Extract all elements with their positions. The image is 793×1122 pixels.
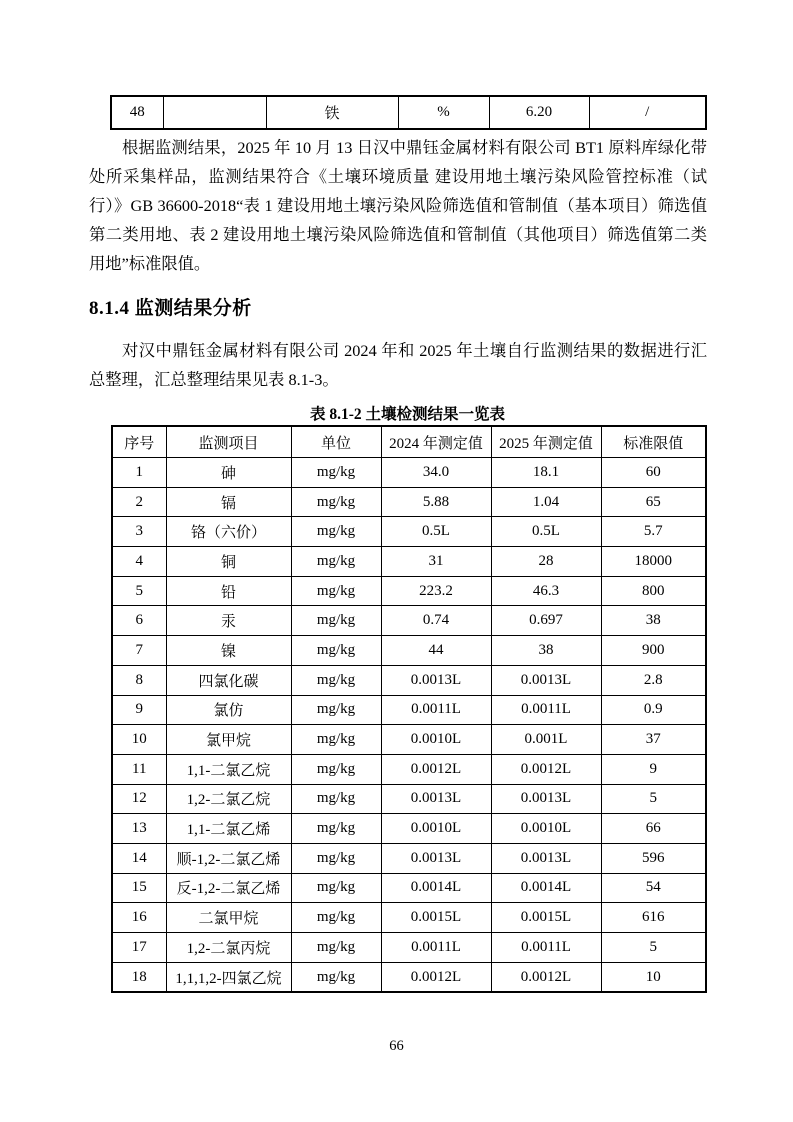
table-cell: 14 [112, 843, 166, 873]
table-header-row [112, 426, 706, 458]
table-cell: 5 [601, 784, 706, 814]
table-cell: 9 [601, 754, 706, 784]
table-cell: 223.2 [381, 576, 491, 606]
table-row [112, 933, 706, 963]
table-cell: 4 [112, 547, 166, 577]
table-cell: 13 [112, 814, 166, 844]
table-cell: mg/kg [291, 576, 381, 606]
table-cell: mg/kg [291, 636, 381, 666]
table-cell: mg/kg [291, 814, 381, 844]
table-row [112, 517, 706, 547]
table-cell: 氯仿 [166, 695, 291, 725]
results-table [111, 425, 707, 993]
table-cell: 2 [112, 487, 166, 517]
table-cell: 5 [601, 933, 706, 963]
table-cell: 596 [601, 843, 706, 873]
table-cell: mg/kg [291, 725, 381, 755]
table-cell: 铅 [166, 576, 291, 606]
table-cell: 0.0013L [491, 665, 601, 695]
table-row [112, 754, 706, 784]
table-cell: 砷 [166, 458, 291, 488]
table-cell: 1.04 [491, 487, 601, 517]
table-cell: 氯甲烷 [166, 725, 291, 755]
table-cell: 0.0012L [381, 962, 491, 992]
table-cell: 5.88 [381, 487, 491, 517]
table-cell: 镍 [166, 636, 291, 666]
table-cell: 7 [112, 636, 166, 666]
table-cell: mg/kg [291, 754, 381, 784]
continuation-table-row [111, 96, 706, 129]
table-row [112, 458, 706, 488]
table-row [112, 487, 706, 517]
paragraph-analysis-summary: 对汉中鼎钰金属材料有限公司 2024 年和 2025 年土壤自行监测结果的数据进行汇总整理，汇总整理结果见表 8.1-3。 [89, 341, 707, 389]
table-cell: mg/kg [291, 843, 381, 873]
column-header: 序号 [112, 426, 166, 458]
table-cell: 800 [601, 576, 706, 606]
table-cell: 16 [112, 903, 166, 933]
table-cell: 1,2-二氯丙烷 [166, 933, 291, 963]
table-cell: 37 [601, 725, 706, 755]
table-cell: 616 [601, 903, 706, 933]
continuation-table [110, 95, 707, 130]
table-cell: 1,2-二氯乙烷 [166, 784, 291, 814]
table-cell: 48 [111, 96, 163, 129]
table-cell: 顺-1,2-二氯乙烯 [166, 843, 291, 873]
table-cell [163, 96, 266, 129]
table-cell: 0.5L [491, 517, 601, 547]
table-cell: mg/kg [291, 487, 381, 517]
table-cell: mg/kg [291, 517, 381, 547]
table-row [112, 843, 706, 873]
table-cell: 9 [112, 695, 166, 725]
table-cell: 18000 [601, 547, 706, 577]
table-cell: 66 [601, 814, 706, 844]
table-cell: 0.0013L [381, 843, 491, 873]
table-cell: 二氯甲烷 [166, 903, 291, 933]
table-cell: 46.3 [491, 576, 601, 606]
table-cell: 1,1-二氯乙烯 [166, 814, 291, 844]
table-cell: 15 [112, 873, 166, 903]
table-cell: 0.0011L [381, 933, 491, 963]
table-cell: 0.0010L [381, 725, 491, 755]
table-cell: mg/kg [291, 962, 381, 992]
table-cell: 28 [491, 547, 601, 577]
table-cell: 65 [601, 487, 706, 517]
table-cell: 0.0012L [491, 962, 601, 992]
table-cell: 0.5L [381, 517, 491, 547]
table-cell: 铁 [266, 96, 398, 129]
table-cell: mg/kg [291, 873, 381, 903]
column-header: 监测项目 [166, 426, 291, 458]
table-cell: 0.0013L [381, 784, 491, 814]
table-cell: 0.0012L [491, 754, 601, 784]
table-cell: 镉 [166, 487, 291, 517]
table-cell: mg/kg [291, 903, 381, 933]
table-cell: 汞 [166, 606, 291, 636]
table-cell: 四氯化碳 [166, 665, 291, 695]
table-cell: 3 [112, 517, 166, 547]
table-cell: 0.0015L [381, 903, 491, 933]
table-cell: 5 [112, 576, 166, 606]
column-header: 单位 [291, 426, 381, 458]
table-cell: % [398, 96, 489, 129]
table-cell: mg/kg [291, 606, 381, 636]
table-cell: 10 [112, 725, 166, 755]
table-cell: 0.0013L [381, 665, 491, 695]
table-cell: 60 [601, 458, 706, 488]
table-row [112, 576, 706, 606]
column-header: 2025 年测定值 [491, 426, 601, 458]
table-cell: 2.8 [601, 665, 706, 695]
table-cell: 0.001L [491, 725, 601, 755]
table-cell: 反-1,2-二氯乙烯 [166, 873, 291, 903]
table-cell: 5.7 [601, 517, 706, 547]
table-cell: 0.697 [491, 606, 601, 636]
table-cell: 0.74 [381, 606, 491, 636]
table-cell: 0.0014L [491, 873, 601, 903]
table-row [112, 814, 706, 844]
table-cell: 900 [601, 636, 706, 666]
table-cell: 31 [381, 547, 491, 577]
table-cell: 0.0010L [491, 814, 601, 844]
page-number: 66 [389, 1038, 404, 1054]
table-cell: 6 [112, 606, 166, 636]
column-header: 标准限值 [601, 426, 706, 458]
table-row [112, 903, 706, 933]
table-cell: 0.9 [601, 695, 706, 725]
table-cell: 18 [112, 962, 166, 992]
table-row [112, 784, 706, 814]
table-cell: mg/kg [291, 695, 381, 725]
table-cell: 0.0011L [491, 695, 601, 725]
table-row [112, 962, 706, 992]
table-cell: 0.0012L [381, 754, 491, 784]
table-cell: 铜 [166, 547, 291, 577]
paragraph-monitoring-result: 根据监测结果，2025 年 10 月 13 日汉中鼎钰金属材料有限公司 BT1 原料库绿化带处所采集样品，监测结果符合《土壤环境质量 建设用地土壤污染风险管控标准（试行）》GB 36600-2018“表 1 建设用地土壤污染风险筛选值和管制值（基本项目）筛选值第二类用地、表 2 建设用地土壤污染风险筛选值和管制值（其他项目）筛选值第二类用地”标准限值。 [89, 138, 707, 273]
section-heading: 8.1.4 监测结果分析 [89, 298, 252, 319]
table-cell: mg/kg [291, 458, 381, 488]
table-cell: 0.0013L [491, 843, 601, 873]
table-cell: 铬（六价） [166, 517, 291, 547]
table-cell: / [589, 96, 706, 129]
table-cell: 11 [112, 754, 166, 784]
table-row [112, 725, 706, 755]
table-row [112, 665, 706, 695]
table-cell: 34.0 [381, 458, 491, 488]
table-cell: 1,1,1,2-四氯乙烷 [166, 962, 291, 992]
column-header: 2024 年测定值 [381, 426, 491, 458]
table-cell: 8 [112, 665, 166, 695]
table-cell: mg/kg [291, 665, 381, 695]
table-cell: 18.1 [491, 458, 601, 488]
table-cell: 38 [491, 636, 601, 666]
table-row [112, 873, 706, 903]
table-row [112, 695, 706, 725]
table-cell: 0.0011L [381, 695, 491, 725]
table-caption: 表 8.1-2 土壤检测结果一览表 [309, 406, 506, 423]
table-cell: 1 [112, 458, 166, 488]
table-cell: 12 [112, 784, 166, 814]
table-row [112, 606, 706, 636]
table-cell: 54 [601, 873, 706, 903]
table-cell: 38 [601, 606, 706, 636]
table-cell: 0.0010L [381, 814, 491, 844]
table-cell: 1,1-二氯乙烷 [166, 754, 291, 784]
table-cell: 44 [381, 636, 491, 666]
table-cell: 0.0015L [491, 903, 601, 933]
table-cell: 0.0013L [491, 784, 601, 814]
table-cell: 17 [112, 933, 166, 963]
table-cell: 0.0014L [381, 873, 491, 903]
table-cell: 0.0011L [491, 933, 601, 963]
table-cell: mg/kg [291, 933, 381, 963]
table-row [112, 547, 706, 577]
table-cell: 6.20 [489, 96, 589, 129]
table-row [112, 636, 706, 666]
table-cell: mg/kg [291, 547, 381, 577]
table-cell: 10 [601, 962, 706, 992]
table-cell: mg/kg [291, 784, 381, 814]
